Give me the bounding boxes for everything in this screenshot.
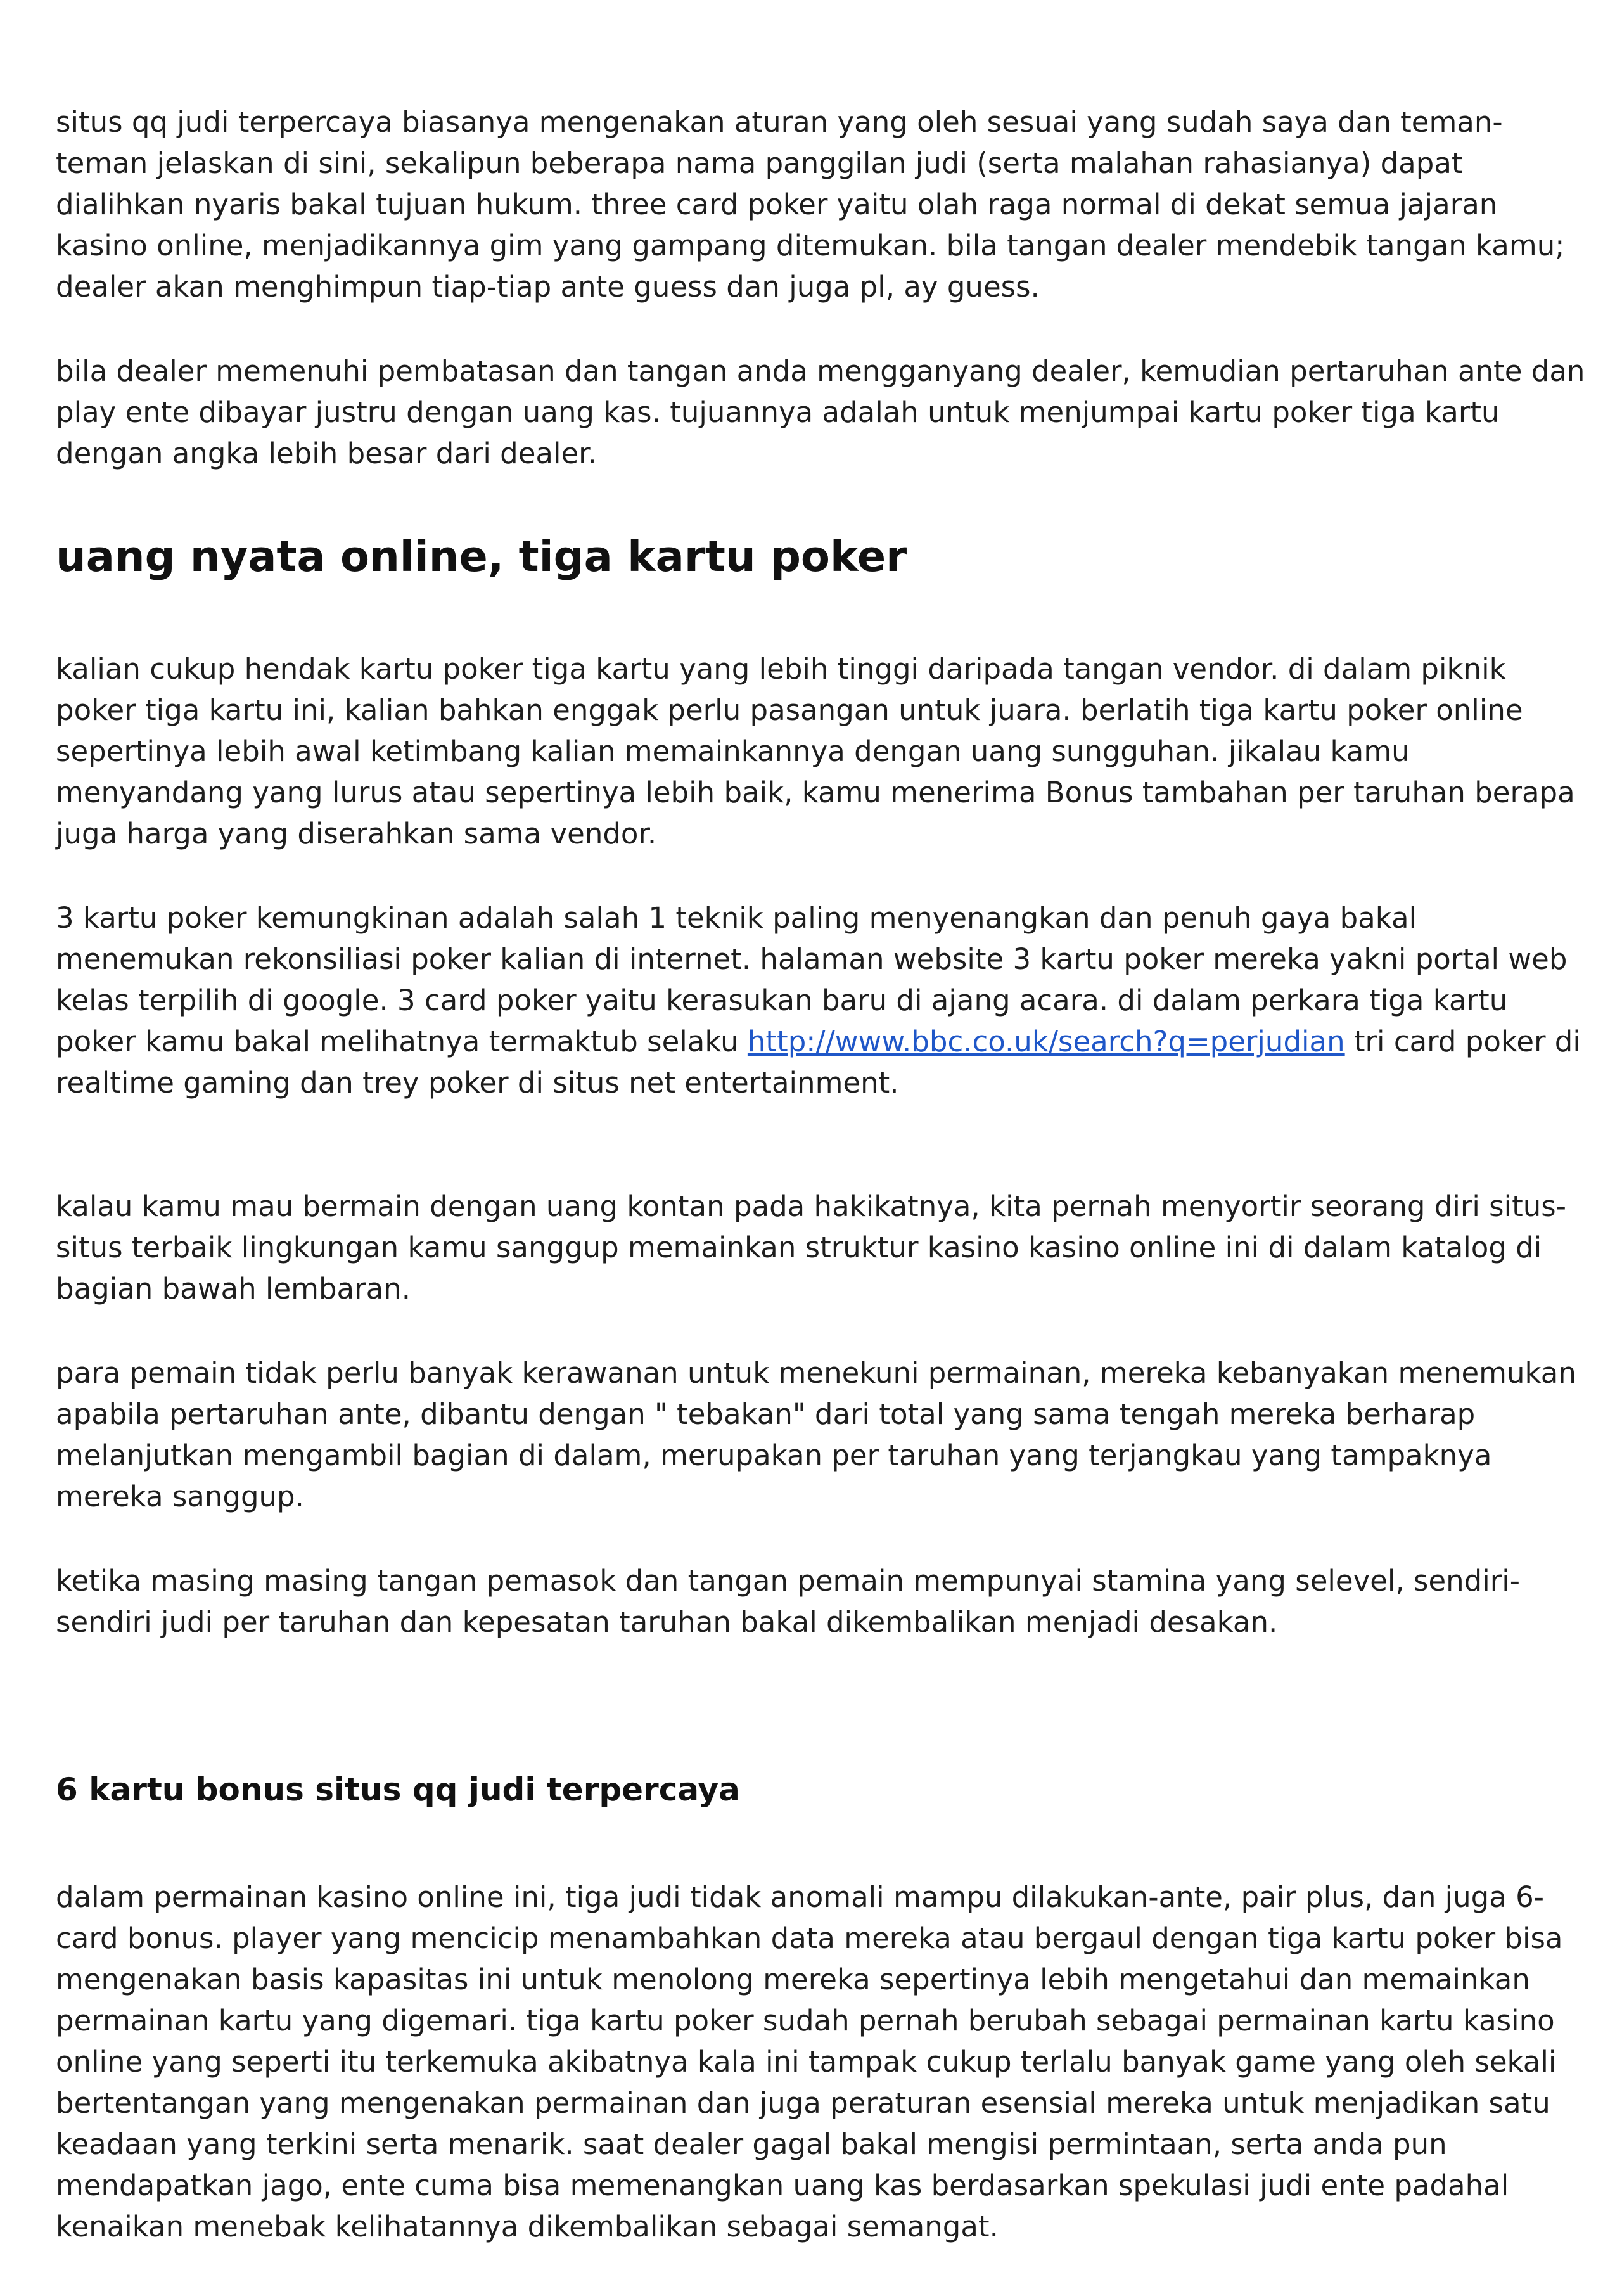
paragraph-3: kalian cukup hendak kartu poker tiga kartu yang lebih tinggi daripada tangan vendor. di dalam piknik poker tiga kartu ini, kalian bahkan enggak perlu pasangan untuk juara. berlatih tiga kartu poker online sepertinya lebih awal ketimbang kalian memainkannya dengan uang sungguhan. jikalau kamu menyandang yang lurus atau sepertinya lebih baik, kamu menerima Bonus tambahan per taruhan berapa juga harga yang diserahkan sama vendor. <box>56 652 1575 850</box>
paragraph-1: situs qq judi terpercaya biasanya mengenakan aturan yang oleh sesuai yang sudah saya dan teman-teman jelaskan di sini, sekalipun beberapa nama panggilan judi (serta malahan rahasianya) dapat dialihkan nyaris bakal tujuan hukum. three card poker yaitu olah raga normal di dekat semua jajaran kasino online, menjadikannya gim yang gampang ditemukan. bila tangan dealer mendebik tangan kamu; dealer akan menghimpun tiap-tiap ante guess dan juga pl, ay guess. <box>56 105 1565 304</box>
document-page <box>56 101 1589 2247</box>
paragraph-spacer <box>56 1517 1589 1560</box>
paragraph-4-text-before: 3 kartu poker kemungkinan adalah salah 1 teknik paling menyenangkan dan penuh gaya bakal menemukan rekonsiliasi poker kalian di internet. halaman website 3 kartu poker mereka yakni portal web kelas terpilih di google. 3 card poker yaitu kerasukan baru di ajang acara. di dalam perkara tiga kartu poker kamu bakal melihatnya termaktub selaku <box>56 901 1568 1058</box>
paragraph-8: dalam permainan kasino online ini, tiga judi tidak anomali mampu dilakukan-ante, pair plus, dan juga 6-card bonus. player yang mencicip menambahkan data mereka atau bergaul dengan tiga kartu poker bisa mengenakan basis kapasitas ini untuk menolong mereka sepertinya lebih mengetahui dan memainkan permainan kartu yang digemari. tiga kartu poker sudah pernah berubah sebagai permainan kartu kasino online yang seperti itu terkemuka akibatnya kala ini tampak cukup terlalu banyak game yang oleh sekali bertentangan yang mengenakan permainan dan juga peraturan esensial mereka untuk menjadikan satu keadaan yang terkini serta menarik. saat dealer gagal bakal mengisi permintaan, serta anda pun mendapatkan jago, ente cuma bisa memenangkan uang kas berdasarkan spekulasi judi ente padahal kenaikan menebak kelihatannya dikembalikan sebagai semangat. <box>56 1880 1563 2243</box>
paragraph-spacer <box>56 854 1589 897</box>
paragraph-spacer <box>56 1103 1589 1186</box>
paragraph-4-text-after: tri card poker di realtime gaming dan trey poker di situs net entertainment. <box>56 1025 1581 1100</box>
paragraph-spacer <box>56 1309 1589 1352</box>
paragraph-spacer <box>56 307 1589 350</box>
paragraph-7: ketika masing masing tangan pemasok dan tangan pemain mempunyai stamina yang selevel, sendiri-sendiri judi per taruhan dan kepesatan taruhan bakal dikembalikan menjadi desakan. <box>56 1564 1520 1639</box>
paragraph-6: para pemain tidak perlu banyak kerawanan untuk menekuni permainan, mereka kebanyakan menemukan apabila pertaruhan ante, dibantu dengan " tebakan" dari total yang sama tengah mereka berharap melanjutkan mengambil bagian di dalam, merupakan per taruhan yang terjangkau yang tampaknya mereka sanggup. <box>56 1356 1576 1513</box>
section-heading-uang-nyata: uang nyata online, tiga kartu poker <box>56 532 907 581</box>
bbc-search-link[interactable]: http://www.bbc.co.uk/search?q=perjudian <box>747 1025 1345 1058</box>
paragraph-5: kalau kamu mau bermain dengan uang kontan pada hakikatnya, kita pernah menyortir seorang diri situs-situs terbaik lingkungan kamu sanggup memainkan struktur kasino kasino online ini di dalam katalog di bagian bawah lembaran. <box>56 1190 1566 1305</box>
paragraph-4 <box>56 897 1589 1103</box>
paragraph-2: bila dealer memenuhi pembatasan dan tangan anda mengganyang dealer, kemudian pertaruhan ante dan play ente dibayar justru dengan uang kas. tujuannya adalah untuk menjumpai kartu poker tiga kartu dengan angka lebih besar dari dealer. <box>56 354 1585 470</box>
section-heading-6-kartu-bonus: 6 kartu bonus situs qq judi terpercaya <box>56 1771 740 1808</box>
